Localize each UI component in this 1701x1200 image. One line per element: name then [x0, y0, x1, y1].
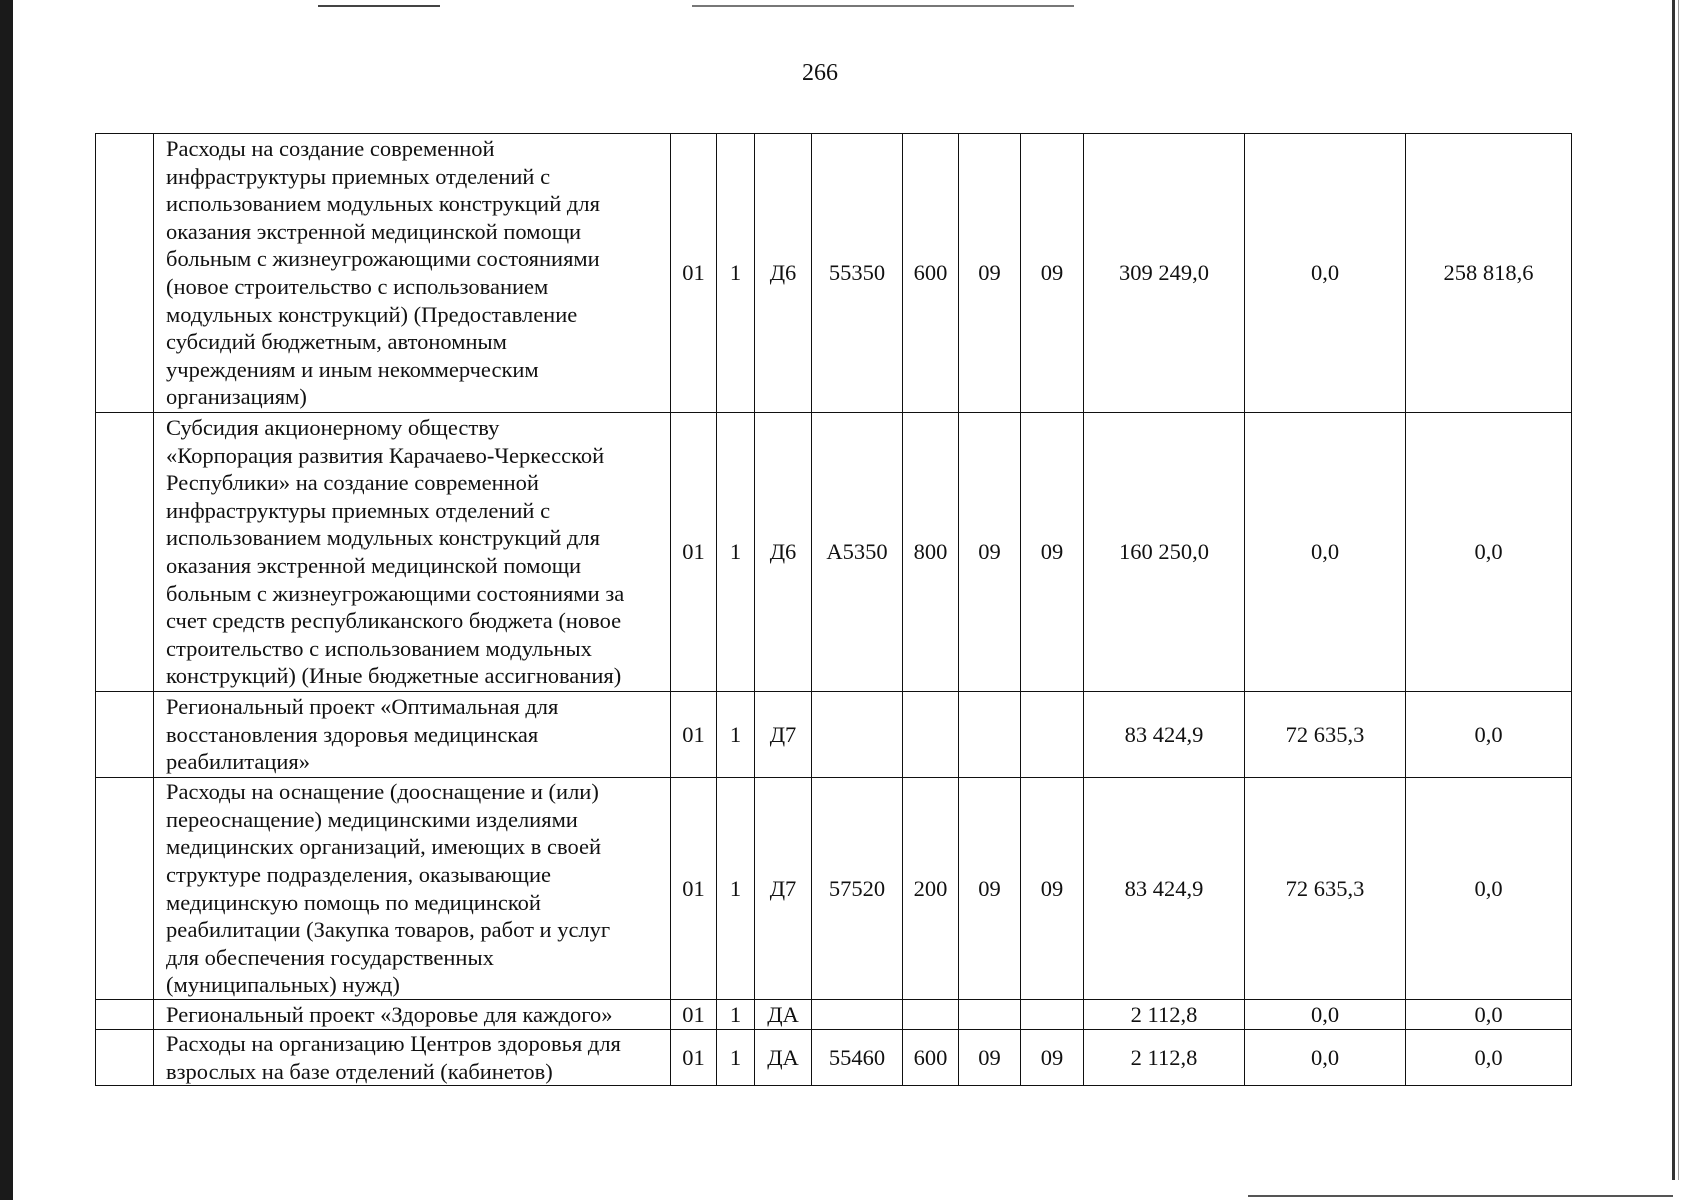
vr-cell: 600: [903, 1030, 959, 1086]
number-cell: [96, 413, 154, 692]
vr-cell: [903, 1000, 959, 1030]
sum1-cell: 2 112,8: [1084, 1000, 1245, 1030]
code1-cell: 01: [671, 692, 717, 778]
number-cell: [96, 778, 154, 1000]
sum3-cell: 0,0: [1406, 1030, 1572, 1086]
sum2-cell: 0,0: [1245, 413, 1406, 692]
number-cell: [96, 1000, 154, 1030]
vr-cell: 800: [903, 413, 959, 692]
sum3-cell: 258 818,6: [1406, 134, 1572, 413]
code3-cell: Д7: [755, 692, 812, 778]
sum3-cell: 0,0: [1406, 413, 1572, 692]
code1-cell: 01: [671, 1000, 717, 1030]
code1-cell: 01: [671, 413, 717, 692]
rz-cell: 09: [959, 1030, 1021, 1086]
description-cell: Расходы на оснащение (дооснащение и (или) переоснащение) медицинскими изделиями медицинских организаций, имеющих в своей структуре подразделения, оказывающие медицинскую помощь по медицинской реабилитации (Закупка товаров, работ и услуг для обеспечения государственных (муниципальных) нужд): [154, 778, 671, 1000]
table-row: [96, 1030, 1572, 1086]
code3-cell: Д7: [755, 778, 812, 1000]
scan-top-line: [318, 5, 440, 7]
table-row: [96, 134, 1572, 413]
sum2-cell: 72 635,3: [1245, 692, 1406, 778]
table-row: [96, 692, 1572, 778]
scan-edge-right: [1672, 0, 1675, 1180]
sum2-cell: 72 635,3: [1245, 778, 1406, 1000]
rz-cell: 09: [959, 134, 1021, 413]
pr-cell: 09: [1021, 1030, 1084, 1086]
sum2-cell: 0,0: [1245, 134, 1406, 413]
code3-cell: Д6: [755, 134, 812, 413]
description-cell: Расходы на создание современной инфраструктуры приемных отделений с использованием модульных конструкций для оказания экстренной медицинской помощи больным с жизнеугрожающими состояниями (новое строительство с использованием модульных конструкций) (Предоставление субсидий бюджетным, автономным учреждениям и иным некоммерческим организациям): [154, 134, 671, 413]
vr-cell: [903, 692, 959, 778]
sum1-cell: 2 112,8: [1084, 1030, 1245, 1086]
table-row: [96, 778, 1572, 1000]
description-cell: Расходы на организацию Центров здоровья для взрослых на базе отделений (кабинетов): [154, 1030, 671, 1086]
code1-cell: 01: [671, 134, 717, 413]
vr-cell: 600: [903, 134, 959, 413]
sum2-cell: 0,0: [1245, 1000, 1406, 1030]
code2-cell: 1: [717, 413, 755, 692]
code2-cell: 1: [717, 778, 755, 1000]
scan-bottom-line: [1248, 1195, 1673, 1197]
rz-cell: 09: [959, 413, 1021, 692]
scan-edge-left: [0, 0, 13, 1200]
number-cell: [96, 692, 154, 778]
rz-cell: [959, 692, 1021, 778]
table-row: [96, 413, 1572, 692]
number-cell: [96, 1030, 154, 1086]
rz-cell: 09: [959, 778, 1021, 1000]
code4-cell: 55460: [812, 1030, 903, 1086]
sum3-cell: 0,0: [1406, 778, 1572, 1000]
pr-cell: 09: [1021, 413, 1084, 692]
code4-cell: [812, 692, 903, 778]
description-cell: Региональный проект «Оптимальная для восстановления здоровья медицинская реабилитация»: [154, 692, 671, 778]
sum2-cell: 0,0: [1245, 1030, 1406, 1086]
description-cell: Региональный проект «Здоровье для каждого»: [154, 1000, 671, 1030]
number-cell: [96, 134, 154, 413]
code4-cell: А5350: [812, 413, 903, 692]
sum1-cell: 83 424,9: [1084, 692, 1245, 778]
code2-cell: 1: [717, 692, 755, 778]
scan-top-line: [692, 5, 1074, 7]
code4-cell: 57520: [812, 778, 903, 1000]
sum3-cell: 0,0: [1406, 692, 1572, 778]
code2-cell: 1: [717, 1030, 755, 1086]
budget-table: [95, 133, 1572, 1086]
code2-cell: 1: [717, 134, 755, 413]
code4-cell: [812, 1000, 903, 1030]
scan-edge-right-thin: [1678, 0, 1679, 1180]
table-row: [96, 1000, 1572, 1030]
code3-cell: Д6: [755, 413, 812, 692]
page-number: 266: [802, 60, 838, 86]
sum1-cell: 160 250,0: [1084, 413, 1245, 692]
code3-cell: ДА: [755, 1000, 812, 1030]
sum1-cell: 309 249,0: [1084, 134, 1245, 413]
pr-cell: 09: [1021, 778, 1084, 1000]
sum1-cell: 83 424,9: [1084, 778, 1245, 1000]
pr-cell: [1021, 692, 1084, 778]
pr-cell: [1021, 1000, 1084, 1030]
code1-cell: 01: [671, 1030, 717, 1086]
rz-cell: [959, 1000, 1021, 1030]
code1-cell: 01: [671, 778, 717, 1000]
description-cell: Субсидия акционерному обществу «Корпорация развития Карачаево-Черкесской Республики» на создание современной инфраструктуры приемных отделений с использованием модульных конструкций для оказания экстренной медицинской помощи больным с жизнеугрожающими состояниями за счет средств республиканского бюджета (новое строительство с использованием модульных конструкций) (Иные бюджетные ассигнования): [154, 413, 671, 692]
sum3-cell: 0,0: [1406, 1000, 1572, 1030]
vr-cell: 200: [903, 778, 959, 1000]
code4-cell: 55350: [812, 134, 903, 413]
code3-cell: ДА: [755, 1030, 812, 1086]
code2-cell: 1: [717, 1000, 755, 1030]
pr-cell: 09: [1021, 134, 1084, 413]
